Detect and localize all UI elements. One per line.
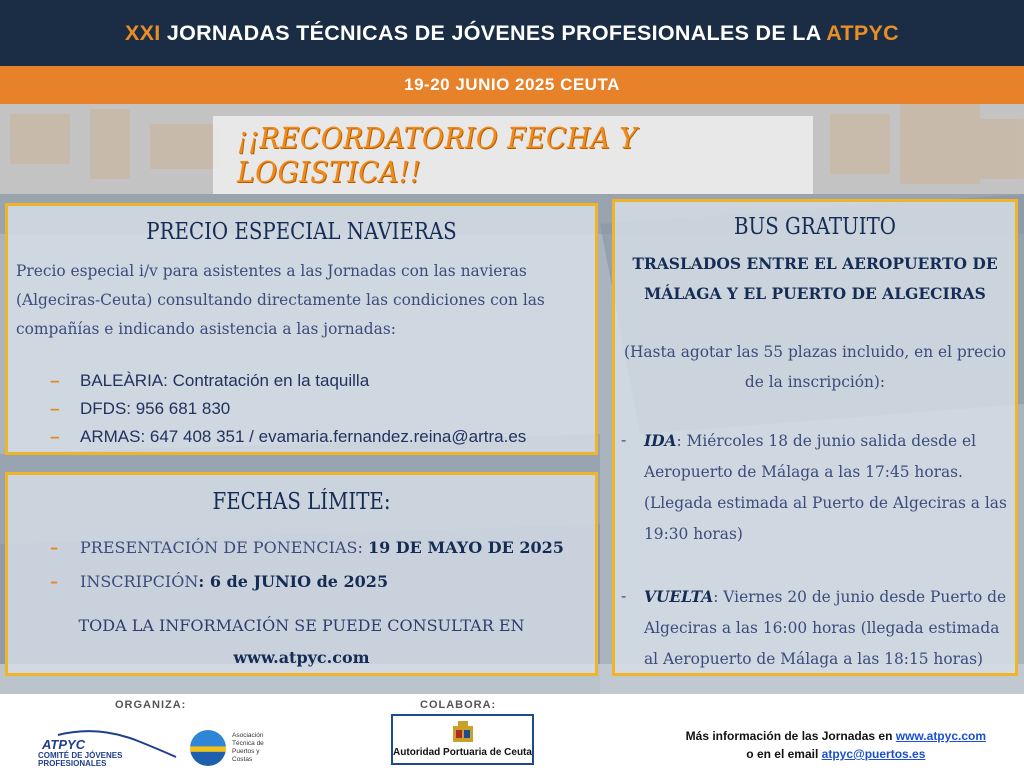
colabora-label: COLABORA: bbox=[420, 699, 497, 711]
crest-icon bbox=[450, 720, 476, 744]
deadline-papers: – PRESENTACIÓN DE PONENCIAS: 19 DE MAYO DE 2025 bbox=[50, 538, 564, 557]
organiza-label: ORGANIZA: bbox=[115, 699, 187, 711]
vuelta-line-1: VUELTA: Viernes 20 de junio desde Puerto de bbox=[644, 588, 1007, 606]
email-link[interactable]: atpyc@puertos.es bbox=[821, 747, 926, 761]
port-authority-logo bbox=[391, 714, 534, 765]
deadline-registration: – INSCRIPCIÓN: 6 de JUNIO de 2025 bbox=[50, 572, 389, 591]
bus-subtitle-line-1: TRASLADOS ENTRE EL AEROPUERTO DE bbox=[632, 254, 998, 273]
vuelta-line-3: al Aeropuerto de Málaga a las 18:15 horas) bbox=[644, 650, 984, 668]
atpyc-logo bbox=[38, 727, 178, 767]
email-line: o en el email atpyc@puertos.es bbox=[746, 747, 926, 761]
ida-line-2: Aeropuerto de Málaga a las 17:45 horas. bbox=[644, 463, 963, 481]
header-bar bbox=[0, 0, 1024, 66]
date-band bbox=[0, 66, 1024, 104]
ferry-contact-armas: – ARMAS: 647 408 351 / evamaria.fernandez.reina@artra.es bbox=[50, 427, 527, 446]
free-bus-title: BUS GRATUITO bbox=[733, 214, 897, 240]
ferry-prices-title: PRECIO ESPECIAL NAVIERAS bbox=[146, 219, 457, 245]
vuelta-bullet: - bbox=[621, 586, 627, 605]
info-notice: TODA LA INFORMACIÓN SE PUEDE CONSULTAR EN bbox=[78, 616, 525, 635]
event-title: XXI JORNADAS TÉCNICAS DE JÓVENES PROFESIONALES DE LA ATPYC bbox=[124, 20, 899, 45]
vuelta-line-2: Algeciras a las 16:00 horas (llegada estimada bbox=[644, 619, 1000, 637]
bus-subtitle-line-2: MÁLAGA Y EL PUERTO DE ALGECIRAS bbox=[644, 284, 986, 303]
more-info-block bbox=[686, 727, 986, 763]
ferry-contact-balearia: – BALEÀRIA: Contratación en la taquilla bbox=[50, 371, 370, 390]
reminder-title: ¡¡RECORDATORIO FECHA Y LOGISTICA!! bbox=[237, 121, 638, 189]
event-date-location: 19-20 JUNIO 2025 CEUTA bbox=[404, 75, 620, 94]
info-website-link[interactable]: www.atpyc.com bbox=[233, 648, 370, 667]
bus-note-line-2: de la inscripción): bbox=[744, 373, 886, 391]
bus-note-line-1: (Hasta agotar las 55 plazas incluido, en el precio bbox=[623, 343, 1007, 361]
more-info-line: Más información de las Jornadas en www.atpyc.com bbox=[685, 729, 986, 743]
ferry-prices-panel bbox=[5, 203, 598, 455]
ida-line-4: 19:30 horas) bbox=[644, 525, 743, 543]
ferry-contact-dfds: – DFDS: 956 681 830 bbox=[50, 399, 231, 418]
atpyc-sub2: PROFESIONALES bbox=[38, 759, 107, 768]
port-authority-name: Autoridad Portuaria de Ceuta bbox=[393, 747, 532, 758]
ferry-prices-intro: Precio especial i/v para asistentes a las Jornadas con las navieras (Algeciras-Ceuta) consultando directamente las condiciones con las compañías e indicando asistencia a las jornadas: bbox=[16, 262, 545, 338]
reminder-banner bbox=[213, 116, 813, 194]
atpyc-brand: ATPYC bbox=[42, 737, 86, 752]
deadlines-panel bbox=[5, 472, 598, 676]
ida-line-3: (Llegada estimada al Puerto de Algeciras a las bbox=[644, 494, 1007, 512]
deadlines-title: FECHAS LÍMITE: bbox=[212, 489, 391, 515]
ate-logo-text: Asociación Técnica de Puertos y Costas bbox=[232, 732, 264, 763]
free-bus-panel bbox=[612, 199, 1018, 676]
website-link[interactable]: www.atpyc.com bbox=[895, 729, 986, 743]
ate-logo-icon bbox=[190, 730, 226, 766]
ida-bullet: - bbox=[621, 430, 627, 449]
ida-line-1: IDA: Miércoles 18 de junio salida desde el bbox=[644, 432, 977, 450]
atpyc-sub1: COMITÉ DE JÓVENES bbox=[38, 751, 123, 760]
